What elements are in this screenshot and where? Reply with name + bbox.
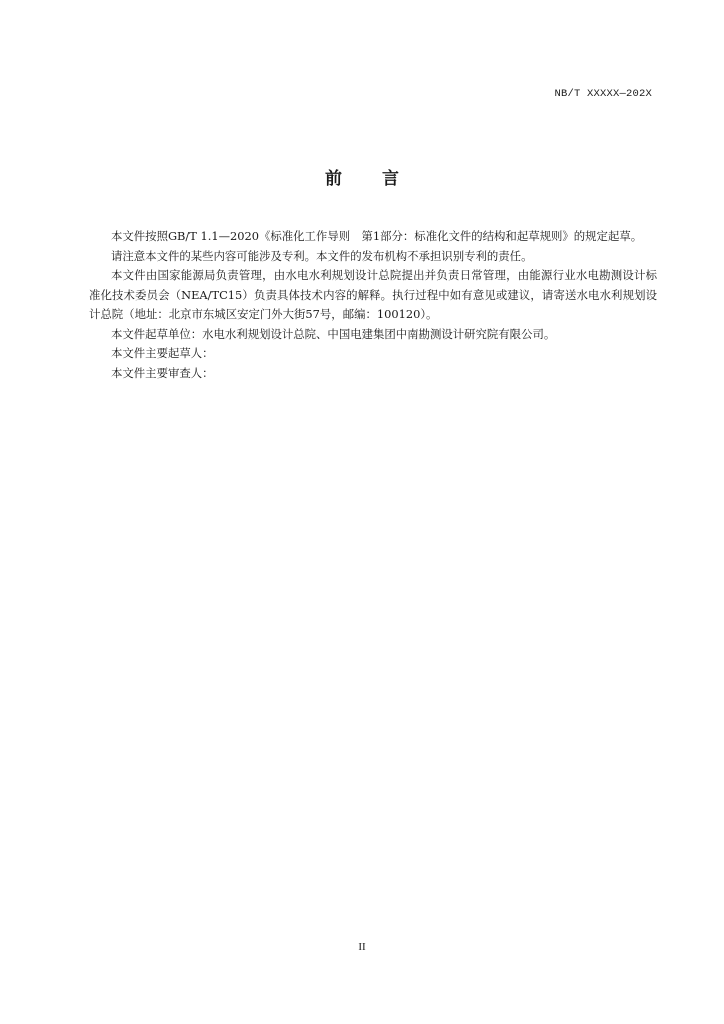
paragraph-management: 本文件由国家能源局负责管理，由水电水利规划设计总院提出并负责日常管理，由能源行业水电勘测设计标准化技术委员会（NEA/TC15）负责具体技术内容的解释。执行过程中如有意见或建议，请寄送水电水利规划设计总院（地址：北京市东城区安定门外大街57号，邮编：100120）。 — [89, 268, 657, 321]
paragraph-drafting-basis: 本文件按照GB/T 1.1—2020《标准化工作导则 第1部分：标准化文件的结构和起草规则》的规定起草。 — [111, 229, 643, 243]
paragraph-main-drafters: 本文件主要起草人： — [111, 346, 214, 360]
page-number: II — [358, 941, 366, 953]
page-title: 前 言 — [325, 169, 399, 189]
paragraph-main-reviewers: 本文件主要审查人： — [111, 365, 214, 380]
standard-code: NB/T XXXXX—202X — [554, 88, 652, 100]
paragraph-patent-notice: 请注意本文件的某些内容可能涉及专利。本文件的发布机构不承担识别专利的责任。 — [111, 248, 533, 263]
paragraph-drafting-units: 本文件起草单位：水电水利规划设计总院、中国电建集团中南勘测设计研究院有限公司。 — [111, 326, 556, 341]
foreword-body — [89, 227, 657, 383]
